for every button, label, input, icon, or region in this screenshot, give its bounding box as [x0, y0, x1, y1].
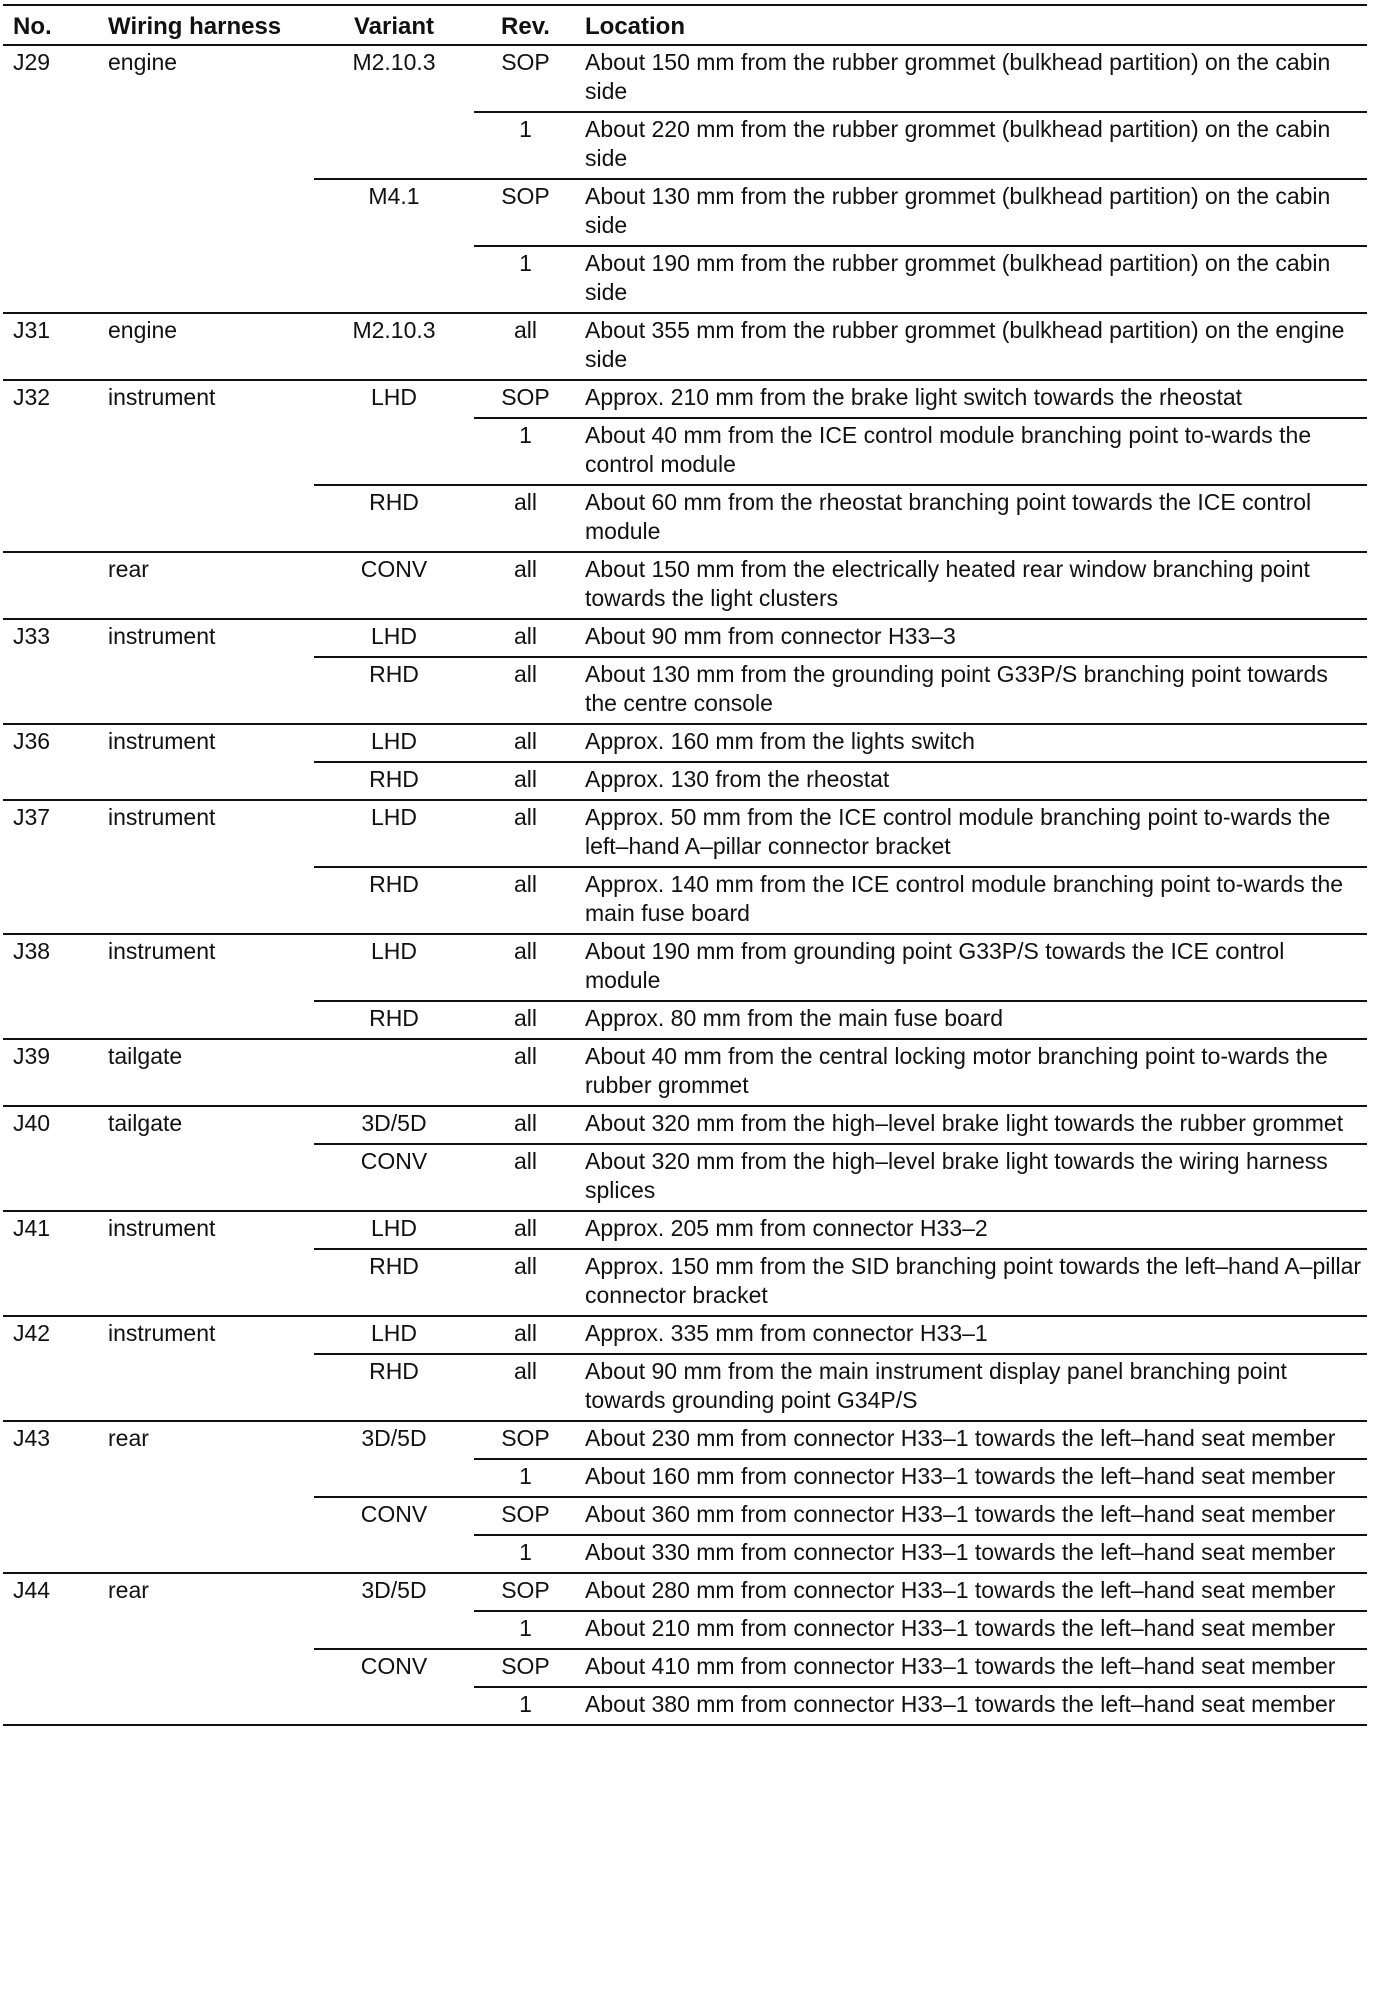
variant-cell: RHD [314, 1249, 474, 1316]
table-row [3, 1211, 1367, 1249]
table-row [3, 724, 1367, 762]
revision-cell: all [474, 762, 577, 800]
splice-location-table [3, 4, 1367, 1726]
splice-no-cell [3, 867, 104, 934]
variant-cell [314, 418, 474, 485]
table-row [3, 246, 1367, 313]
revision-cell: 1 [474, 246, 577, 313]
revision-cell: all [474, 1001, 577, 1039]
header-no: No. [3, 5, 104, 45]
wiring-harness-cell: rear [104, 552, 314, 619]
table-row [3, 380, 1367, 418]
variant-cell [314, 1611, 474, 1649]
location-cell: About 60 mm from the rheostat branching point towards the ICE control module [577, 485, 1367, 552]
header-rev: Rev. [474, 5, 577, 45]
revision-cell: 1 [474, 1687, 577, 1725]
splice-no-cell: J33 [3, 619, 104, 657]
revision-cell: SOP [474, 1573, 577, 1611]
variant-cell: RHD [314, 1001, 474, 1039]
wiring-harness-cell: rear [104, 1421, 314, 1459]
variant-cell: CONV [314, 1497, 474, 1535]
splice-no-cell: J39 [3, 1039, 104, 1106]
table-row [3, 1497, 1367, 1535]
table-row [3, 1001, 1367, 1039]
revision-cell: all [474, 485, 577, 552]
location-cell: Approx. 335 mm from connector H33–1 [577, 1316, 1367, 1354]
location-cell: About 330 mm from connector H33–1 towards the left–hand seat member [577, 1535, 1367, 1573]
variant-cell: 3D/5D [314, 1106, 474, 1144]
variant-cell: RHD [314, 657, 474, 724]
table-body [3, 45, 1367, 1725]
table-row [3, 1106, 1367, 1144]
revision-cell: all [474, 657, 577, 724]
variant-cell: CONV [314, 552, 474, 619]
revision-cell: SOP [474, 1421, 577, 1459]
location-cell: About 150 mm from the rubber grommet (bulkhead partition) on the cabin side [577, 45, 1367, 112]
revision-cell: SOP [474, 380, 577, 418]
wiring-harness-cell [104, 1687, 314, 1725]
wiring-harness-cell: engine [104, 313, 314, 380]
revision-cell: SOP [474, 1497, 577, 1535]
variant-cell: RHD [314, 762, 474, 800]
location-cell: About 380 mm from connector H33–1 towards the left–hand seat member [577, 1687, 1367, 1725]
variant-cell: 3D/5D [314, 1573, 474, 1611]
variant-cell: LHD [314, 934, 474, 1001]
wiring-harness-cell [104, 1144, 314, 1211]
revision-cell: all [474, 867, 577, 934]
location-cell: About 280 mm from connector H33–1 towards the left–hand seat member [577, 1573, 1367, 1611]
revision-cell: SOP [474, 1649, 577, 1687]
variant-cell [314, 1039, 474, 1106]
variant-cell: LHD [314, 800, 474, 867]
wiring-harness-cell [104, 867, 314, 934]
revision-cell: all [474, 934, 577, 1001]
header-row [3, 5, 1367, 45]
wiring-harness-cell: rear [104, 1573, 314, 1611]
wiring-harness-cell [104, 1649, 314, 1687]
wiring-harness-cell [104, 246, 314, 313]
location-cell: Approx. 50 mm from the ICE control module branching point to-wards the left–hand A–pillar connector bracket [577, 800, 1367, 867]
table-row [3, 867, 1367, 934]
location-cell: About 210 mm from connector H33–1 towards the left–hand seat member [577, 1611, 1367, 1649]
wiring-harness-cell: engine [104, 45, 314, 112]
location-cell: About 40 mm from the central locking motor branching point to-wards the rubber grommet [577, 1039, 1367, 1106]
variant-cell: LHD [314, 1316, 474, 1354]
location-cell: Approx. 160 mm from the lights switch [577, 724, 1367, 762]
table-row [3, 1249, 1367, 1316]
variant-cell: CONV [314, 1649, 474, 1687]
revision-cell: all [474, 1249, 577, 1316]
splice-no-cell: J36 [3, 724, 104, 762]
splice-no-cell: J38 [3, 934, 104, 1001]
splice-no-cell [3, 1001, 104, 1039]
wiring-harness-cell: instrument [104, 1316, 314, 1354]
table-row [3, 1039, 1367, 1106]
splice-no-cell: J40 [3, 1106, 104, 1144]
wiring-harness-cell: instrument [104, 380, 314, 418]
splice-no-cell [3, 1535, 104, 1573]
table-row [3, 552, 1367, 619]
variant-cell: RHD [314, 485, 474, 552]
wiring-harness-cell: instrument [104, 724, 314, 762]
location-cell: Approx. 205 mm from connector H33–2 [577, 1211, 1367, 1249]
splice-no-cell [3, 112, 104, 179]
table-row [3, 800, 1367, 867]
table-row [3, 485, 1367, 552]
header-variant: Variant [314, 5, 474, 45]
wiring-harness-cell [104, 1497, 314, 1535]
table-row [3, 45, 1367, 112]
splice-no-cell [3, 1687, 104, 1725]
location-cell: About 230 mm from connector H33–1 towards the left–hand seat member [577, 1421, 1367, 1459]
revision-cell: all [474, 1039, 577, 1106]
revision-cell: 1 [474, 1459, 577, 1497]
revision-cell: SOP [474, 45, 577, 112]
splice-no-cell: J31 [3, 313, 104, 380]
location-cell: About 40 mm from the ICE control module branching point to-wards the control module [577, 418, 1367, 485]
revision-cell: SOP [474, 179, 577, 246]
splice-no-cell [3, 657, 104, 724]
wiring-harness-cell: instrument [104, 1211, 314, 1249]
table-row [3, 418, 1367, 485]
splice-no-cell: J44 [3, 1573, 104, 1611]
variant-cell [314, 1535, 474, 1573]
splice-no-cell [3, 1611, 104, 1649]
splice-no-cell: J41 [3, 1211, 104, 1249]
table-row [3, 1649, 1367, 1687]
header-wiring-harness: Wiring harness [104, 5, 314, 45]
splice-no-cell [3, 246, 104, 313]
variant-cell [314, 1459, 474, 1497]
splice-no-cell: J43 [3, 1421, 104, 1459]
table-row [3, 1316, 1367, 1354]
wiring-harness-cell [104, 657, 314, 724]
location-cell: Approx. 130 from the rheostat [577, 762, 1367, 800]
splice-no-cell: J42 [3, 1316, 104, 1354]
wiring-harness-cell [104, 1535, 314, 1573]
splice-location-sheet [3, 4, 1367, 1726]
wiring-harness-cell [104, 762, 314, 800]
splice-no-cell: J37 [3, 800, 104, 867]
location-cell: About 90 mm from connector H33–3 [577, 619, 1367, 657]
splice-no-cell: J29 [3, 45, 104, 112]
revision-cell: all [474, 1354, 577, 1421]
wiring-harness-cell: tailgate [104, 1106, 314, 1144]
location-cell: About 320 mm from the high–level brake light towards the wiring harness splices [577, 1144, 1367, 1211]
wiring-harness-cell [104, 1001, 314, 1039]
variant-cell: RHD [314, 867, 474, 934]
location-cell: Approx. 210 mm from the brake light switch towards the rheostat [577, 380, 1367, 418]
revision-cell: all [474, 1211, 577, 1249]
table-row [3, 762, 1367, 800]
table-row [3, 619, 1367, 657]
revision-cell: all [474, 1316, 577, 1354]
variant-cell: CONV [314, 1144, 474, 1211]
location-cell: About 190 mm from the rubber grommet (bulkhead partition) on the cabin side [577, 246, 1367, 313]
wiring-harness-cell [104, 1459, 314, 1497]
splice-no-cell [3, 1459, 104, 1497]
table-row [3, 1459, 1367, 1497]
variant-cell: LHD [314, 724, 474, 762]
location-cell: About 90 mm from the main instrument display panel branching point towards grounding point G34P/S [577, 1354, 1367, 1421]
revision-cell: all [474, 552, 577, 619]
wiring-harness-cell [104, 485, 314, 552]
location-cell: About 150 mm from the electrically heated rear window branching point towards the light clusters [577, 552, 1367, 619]
variant-cell: RHD [314, 1354, 474, 1421]
location-cell: About 130 mm from the rubber grommet (bulkhead partition) on the cabin side [577, 179, 1367, 246]
revision-cell: 1 [474, 418, 577, 485]
splice-no-cell [3, 1649, 104, 1687]
variant-cell: M2.10.3 [314, 45, 474, 112]
splice-no-cell [3, 552, 104, 619]
location-cell: Approx. 80 mm from the main fuse board [577, 1001, 1367, 1039]
splice-no-cell [3, 1354, 104, 1421]
revision-cell: all [474, 313, 577, 380]
variant-cell: LHD [314, 1211, 474, 1249]
wiring-harness-cell [104, 1354, 314, 1421]
revision-cell: 1 [474, 112, 577, 179]
variant-cell [314, 1687, 474, 1725]
splice-no-cell [3, 179, 104, 246]
wiring-harness-cell: instrument [104, 619, 314, 657]
revision-cell: 1 [474, 1535, 577, 1573]
table-row [3, 1535, 1367, 1573]
table-row [3, 1421, 1367, 1459]
revision-cell: all [474, 619, 577, 657]
wiring-harness-cell [104, 418, 314, 485]
splice-no-cell [3, 485, 104, 552]
wiring-harness-cell: instrument [104, 800, 314, 867]
wiring-harness-cell [104, 112, 314, 179]
wiring-harness-cell: instrument [104, 934, 314, 1001]
splice-no-cell [3, 1249, 104, 1316]
location-cell: Approx. 140 mm from the ICE control module branching point to-wards the main fuse board [577, 867, 1367, 934]
table-row [3, 657, 1367, 724]
splice-no-cell [3, 762, 104, 800]
variant-cell: LHD [314, 380, 474, 418]
table-row [3, 1573, 1367, 1611]
table-row [3, 1354, 1367, 1421]
location-cell: About 360 mm from connector H33–1 towards the left–hand seat member [577, 1497, 1367, 1535]
table-row [3, 934, 1367, 1001]
revision-cell: all [474, 1144, 577, 1211]
wiring-harness-cell [104, 179, 314, 246]
revision-cell: all [474, 800, 577, 867]
splice-no-cell [3, 418, 104, 485]
location-cell: About 220 mm from the rubber grommet (bulkhead partition) on the cabin side [577, 112, 1367, 179]
variant-cell: 3D/5D [314, 1421, 474, 1459]
location-cell: About 320 mm from the high–level brake light towards the rubber grommet [577, 1106, 1367, 1144]
table-row [3, 1144, 1367, 1211]
location-cell: Approx. 150 mm from the SID branching point towards the left–hand A–pillar connector bracket [577, 1249, 1367, 1316]
wiring-harness-cell [104, 1249, 314, 1316]
location-cell: About 130 mm from the grounding point G33P/S branching point towards the centre console [577, 657, 1367, 724]
variant-cell: M4.1 [314, 179, 474, 246]
location-cell: About 355 mm from the rubber grommet (bulkhead partition) on the engine side [577, 313, 1367, 380]
table-row [3, 1687, 1367, 1725]
splice-no-cell [3, 1497, 104, 1535]
variant-cell [314, 246, 474, 313]
variant-cell: M2.10.3 [314, 313, 474, 380]
revision-cell: 1 [474, 1611, 577, 1649]
wiring-harness-cell [104, 1611, 314, 1649]
revision-cell: all [474, 1106, 577, 1144]
table-row [3, 112, 1367, 179]
table-row [3, 1611, 1367, 1649]
wiring-harness-cell: tailgate [104, 1039, 314, 1106]
location-cell: About 160 mm from connector H33–1 towards the left–hand seat member [577, 1459, 1367, 1497]
table-row [3, 179, 1367, 246]
splice-no-cell: J32 [3, 380, 104, 418]
location-cell: About 410 mm from connector H33–1 towards the left–hand seat member [577, 1649, 1367, 1687]
variant-cell [314, 112, 474, 179]
splice-no-cell [3, 1144, 104, 1211]
variant-cell: LHD [314, 619, 474, 657]
table-row [3, 313, 1367, 380]
location-cell: About 190 mm from grounding point G33P/S towards the ICE control module [577, 934, 1367, 1001]
header-location: Location [577, 5, 1367, 45]
revision-cell: all [474, 724, 577, 762]
